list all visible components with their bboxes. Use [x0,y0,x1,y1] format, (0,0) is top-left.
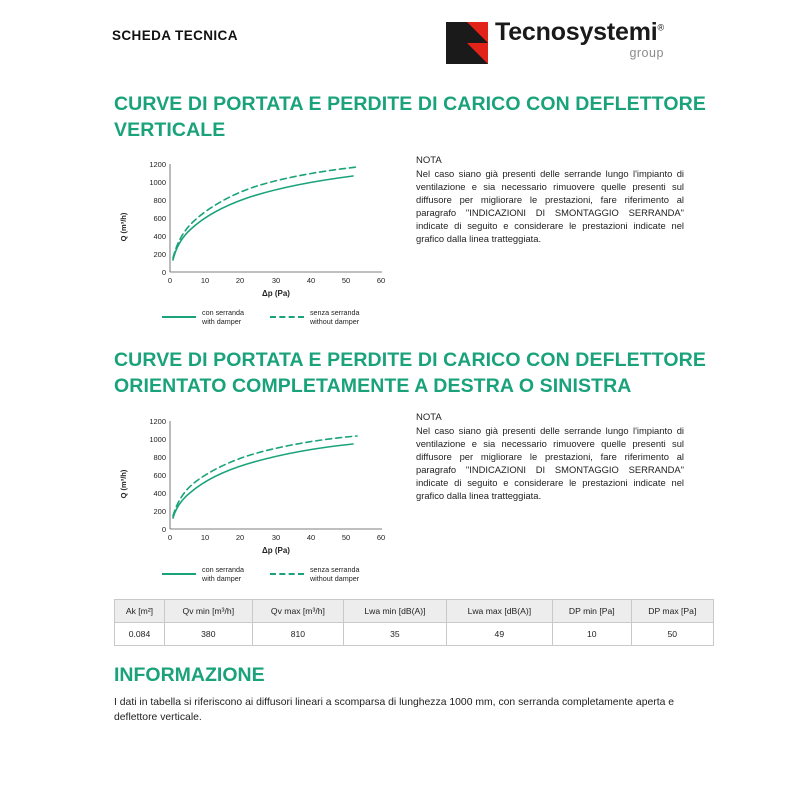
brand-logo [446,20,664,64]
registered-mark-icon: ® [657,22,664,33]
svg-text:20: 20 [235,276,245,286]
table-cell: 49 [446,622,552,645]
table-cell: 10 [552,622,631,645]
svg-text:600: 600 [153,470,166,480]
section-1-block [114,149,772,326]
svg-text:0: 0 [167,532,173,542]
legend-label-it: senza serranda [309,564,360,574]
svg-text:Q (m³/h): Q (m³/h) [119,213,128,242]
svg-text:600: 600 [153,214,166,224]
legend-label-it: con serranda [202,564,244,574]
chart-2-svg [114,406,394,556]
svg-text:0: 0 [161,524,166,534]
table-header-cell: Lwa min [dB(A)] [344,599,447,622]
svg-text:30: 30 [271,532,281,542]
chart-2 [114,406,394,583]
legend-item-without-damper [270,308,360,326]
legend-label-with-damper [202,308,244,326]
svg-text:1200: 1200 [149,160,166,170]
svg-text:400: 400 [153,232,166,242]
svg-text:1000: 1000 [149,178,166,188]
table-cell: 35 [344,622,447,645]
spec-table [114,599,714,646]
legend-dashed-line-icon [270,316,304,318]
svg-text:60: 60 [376,276,386,286]
table-header-cell: Qv max [m³/h] [252,599,343,622]
table-header-cell: Ak [m²] [115,599,165,622]
legend-item-with-damper [162,565,244,583]
chart-2-legend [162,565,394,583]
spec-table-wrapper [114,599,714,646]
note-2-body: Nel caso siano già presenti delle serrande lungo l'impianto di ventilazione e sia necessario rimuovere quelle presenti sul diffusore per migliorare le prestazioni, fare riferimento al paragrafo "INDICAZIONI DI SMONTAGGIO SERRANDA" indicate di seguito e considerare le prestazioni indicate nel grafico dalla linea tratteggiata. [416,424,684,501]
svg-text:1000: 1000 [149,434,166,444]
svg-text:10: 10 [200,532,210,542]
legend-label-it: con serranda [202,308,244,318]
svg-text:60: 60 [376,532,386,542]
svg-text:Δp (Pa): Δp (Pa) [262,289,290,299]
svg-text:40: 40 [306,276,316,286]
page-title: SCHEDA TECNICA [112,28,238,43]
note-1-title: NOTA [416,155,442,167]
svg-text:0: 0 [167,276,173,286]
legend-label-with-damper [202,565,244,583]
svg-text:200: 200 [153,250,166,260]
legend-item-with-damper [162,308,244,326]
svg-text:Q (m³/h): Q (m³/h) [119,469,128,499]
note-1 [416,155,684,246]
svg-text:Δp (Pa): Δp (Pa) [262,545,290,555]
chart-1-svg [114,149,394,299]
legend-label-en: without damper [309,573,360,583]
brand-subtitle: group [629,46,664,60]
table-row [115,622,714,645]
table-header-row [115,599,714,622]
table-header-cell: Qv min [m³/h] [164,599,252,622]
chart-1 [114,149,394,326]
legend-item-without-damper [270,565,360,583]
legend-label-en: with damper [202,317,242,327]
table-cell: 0.084 [115,622,165,645]
svg-text:50: 50 [341,276,351,286]
svg-text:50: 50 [341,532,351,542]
svg-text:800: 800 [153,196,166,206]
legend-solid-line-icon [162,316,196,318]
svg-text:40: 40 [306,532,316,542]
svg-text:400: 400 [153,488,166,498]
info-body: I dati in tabella si riferiscono ai diffusori lineari a scomparsa di lunghezza 1000 mm, con serranda completamente aperta e deflettore verticale. [114,696,675,724]
section-title-1: CURVE DI PORTATA E PERDITE DI CARICO CON DEFLETTORE VERTICALE [114,93,706,141]
logo-mark-icon [446,22,488,64]
svg-text:0: 0 [161,268,166,278]
svg-text:30: 30 [271,276,281,286]
table-cell: 810 [252,622,343,645]
info-title: INFORMAZIONE [114,663,265,686]
svg-text:1200: 1200 [149,416,166,426]
svg-text:800: 800 [153,452,166,462]
brand-text [495,20,664,60]
brand-name-text: Tecnosystemi [495,18,658,46]
note-2 [416,412,684,503]
svg-text:200: 200 [153,506,166,516]
page-header [28,18,772,78]
table-header-cell: DP max [Pa] [631,599,713,622]
note-1-body: Nel caso siano già presenti delle serrande lungo l'impianto di ventilazione e sia necessario rimuovere quelle presenti sul diffusore per migliorare le prestazioni, fare riferimento al paragrafo "INDICAZIONI DI SMONTAGGIO SERRANDA" indicate di seguito e considerare le prestazioni indicate nel grafico dalla linea tratteggiata. [416,168,684,245]
brand-name [495,20,664,45]
note-2-title: NOTA [416,411,442,423]
svg-text:20: 20 [235,532,245,542]
table-header-cell: DP min [Pa] [552,599,631,622]
legend-solid-line-icon [162,573,196,575]
legend-label-without-damper [310,308,360,326]
legend-label-en: with damper [202,573,242,583]
legend-label-without-damper [310,565,360,583]
svg-text:10: 10 [200,276,210,286]
section-title-2: CURVE DI PORTATA E PERDITE DI CARICO CON DEFLETTORE ORIENTATO COMPLETAMENTE A DESTRA O SINISTRA [114,349,706,398]
legend-label-it: senza serranda [309,308,360,318]
section-2-block [114,406,772,583]
legend-label-en: without damper [309,317,360,327]
chart-1-legend [162,308,394,326]
table-cell: 380 [164,622,252,645]
table-header-cell: Lwa max [dB(A)] [446,599,552,622]
table-cell: 50 [631,622,713,645]
legend-dashed-line-icon [270,573,304,575]
